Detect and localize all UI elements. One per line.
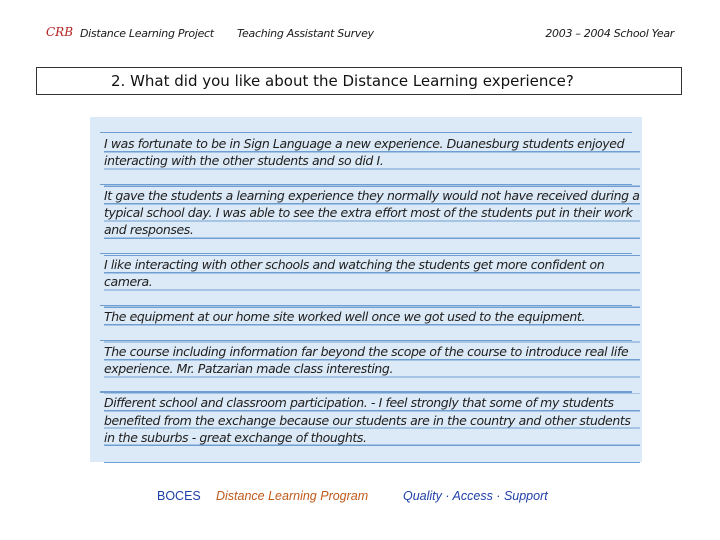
answer-3: I like interacting with other schools and watching the students get more confident on camera. <box>104 256 640 308</box>
footer-tagline: Quality · Access · Support <box>403 489 548 503</box>
footer-org: BOCES <box>157 489 201 503</box>
footer-program: Distance Learning Program <box>216 489 369 503</box>
answers-panel <box>90 117 642 462</box>
page-footer <box>0 489 720 507</box>
answer-4: The equipment at our home site worked well once we got used to the equipment. <box>104 308 640 343</box>
answer-6: Different school and classroom participation. - I feel strongly that some of my students benefited from the exchange because our students are in the country and other students in the suburbs - great exchange of thoughts. <box>104 394 640 463</box>
crb-logo: CRB <box>46 25 74 39</box>
school-year: 2003 – 2004 School Year <box>545 27 674 40</box>
answer-2: It gave the students a learning experience they normally would not have received during a typical school day. I was able to see the extra effort most of the students put in their work and responses. <box>104 187 640 256</box>
answer-5: The course including information far beyond the scope of the course to introduce real life experience. Mr. Patzarian made class interesting. <box>104 343 640 395</box>
page-header <box>46 26 686 42</box>
answer-1: I was fortunate to be in Sign Language a new experience. Duanesburg students enjoyed interacting with the other students and so did I. <box>104 135 640 187</box>
project-title: Distance Learning Project <box>80 27 214 40</box>
question-box: 2. What did you like about the Distance Learning experience? <box>36 67 682 95</box>
answers-list <box>104 135 640 464</box>
survey-title: Teaching Assistant Survey <box>237 27 374 40</box>
